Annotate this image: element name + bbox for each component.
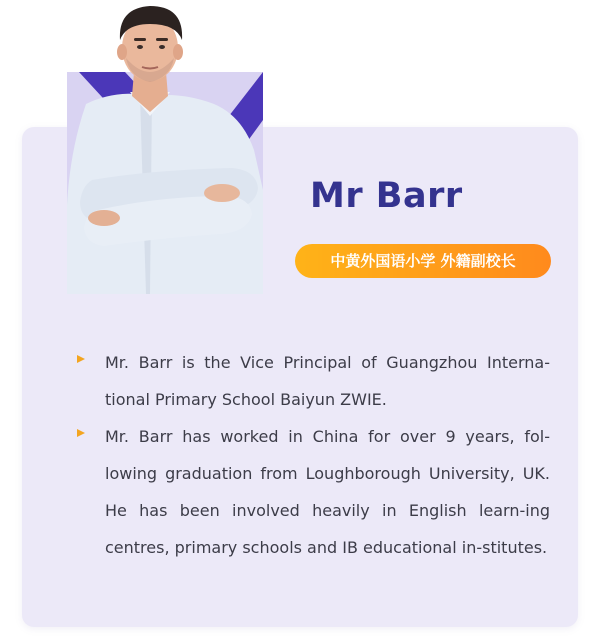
bio-text: Mr. Barr is the Vice Principal of Guangzhou Interna-tional Primary School Baiyun ZWIE. (105, 353, 550, 409)
triangle-bullet-icon (77, 355, 85, 363)
person-name: Mr Barr (310, 176, 463, 216)
triangle-bullet-icon (77, 429, 85, 437)
photo-frame (67, 72, 263, 294)
bio-text: Mr. Barr has worked in China for over 9 years, fol-lowing graduation from Loughborough University, UK. He has been involved heavily in English learn-ing centres, primary schools and IB educational in-stitutes. (105, 427, 550, 557)
bio-list (60, 344, 550, 566)
bio-item (60, 344, 550, 418)
bio-item (60, 418, 550, 566)
x-accent-icon (67, 72, 263, 294)
title-badge: 中黄外国语小学 外籍副校长 (295, 244, 551, 278)
